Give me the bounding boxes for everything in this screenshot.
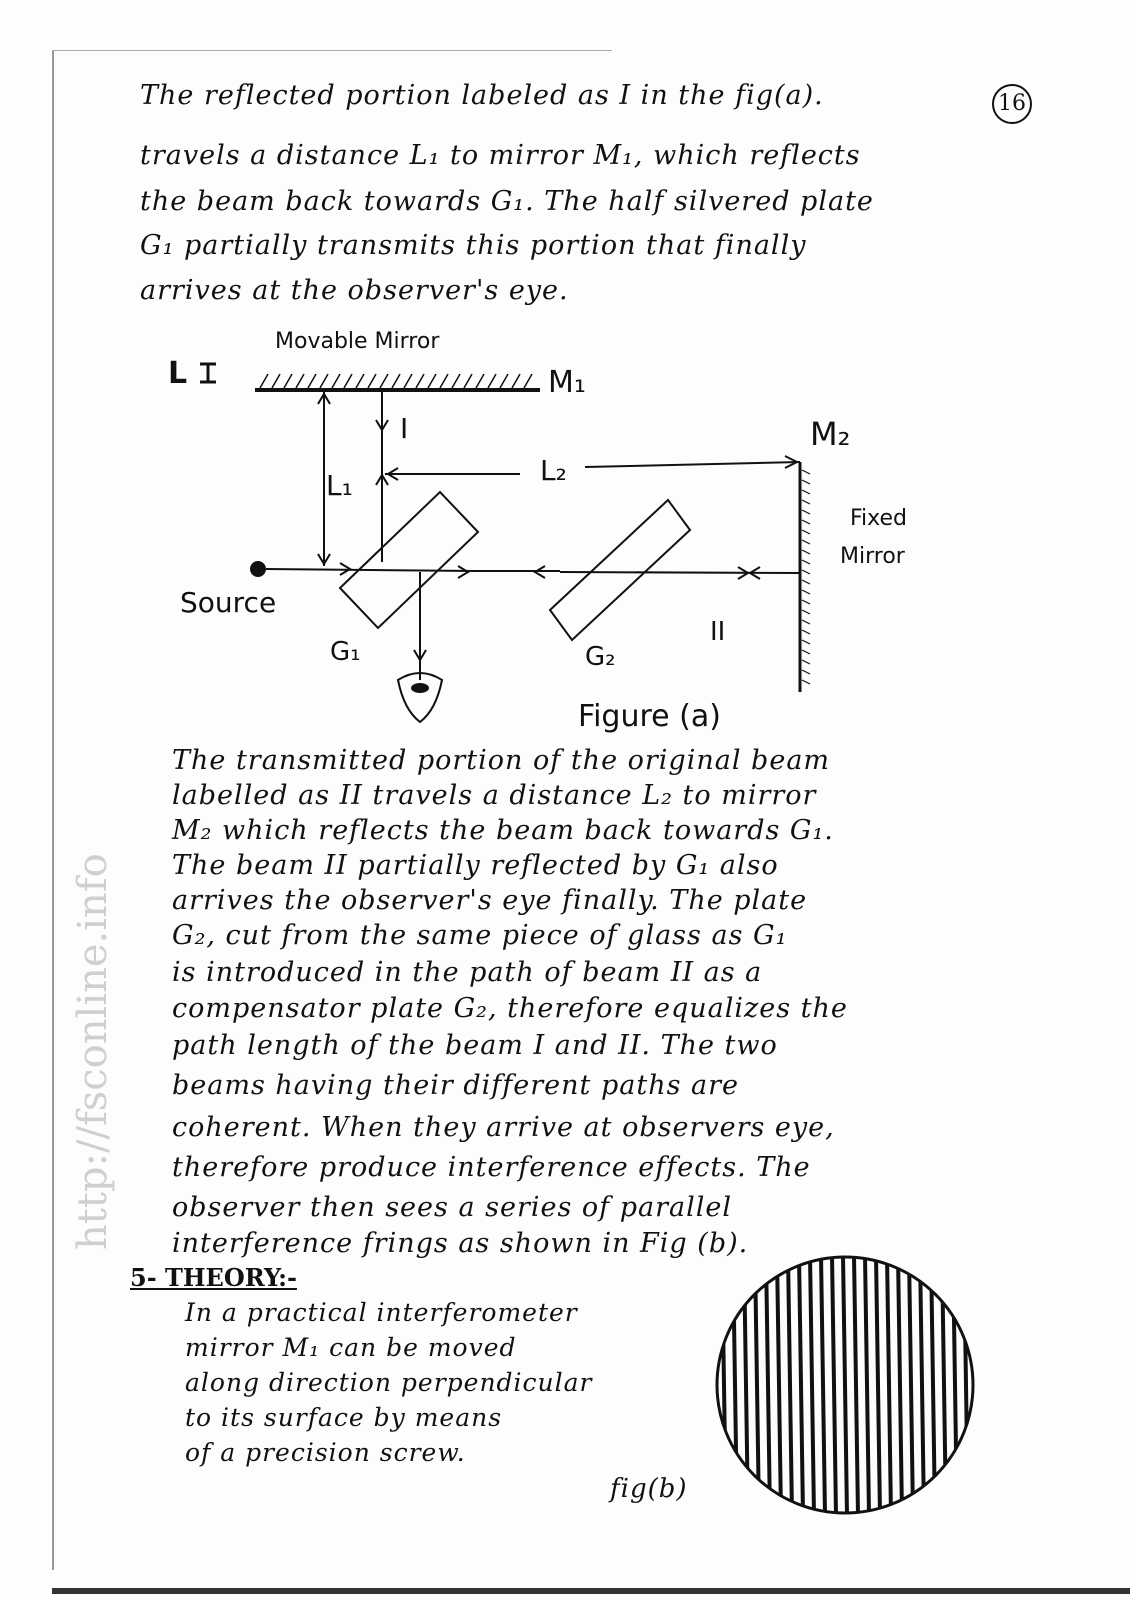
movable-mirror-label: Movable Mirror [275, 329, 440, 354]
fixed-label: Fixed [850, 506, 908, 531]
beam-II-label: II [710, 617, 726, 647]
text-line: beams having their different paths are [172, 1070, 740, 1101]
fringe-line [920, 1255, 924, 1515]
text-line: G₁ partially transmits this portion that finally [140, 230, 807, 261]
G2-plate [550, 500, 690, 640]
fringe-line [799, 1255, 803, 1515]
text-line: labelled as II travels a distance L₂ to mirror [172, 780, 817, 811]
fringe-line [744, 1255, 748, 1515]
fringe-line [854, 1255, 858, 1515]
G1-label: G₁ [330, 637, 361, 667]
text-line: The beam II partially reflected by G₁ also [172, 850, 779, 881]
figure-a-caption: Figure (a) [578, 699, 721, 734]
fringe-line [733, 1255, 737, 1515]
fringe-line [722, 1255, 726, 1515]
theory-heading: 5- THEORY:- [130, 1263, 297, 1292]
text-line: compensator plate G₂, therefore equalizes the [172, 993, 848, 1024]
text-line: M₂ which reflects the beam back towards G₁. [172, 815, 834, 846]
text-line: path length of the beam I and II. The two [172, 1030, 778, 1061]
source-icon [250, 561, 266, 577]
text-line: to its surface by means [185, 1403, 503, 1432]
G1-plate [340, 492, 478, 628]
fig-b-caption: fig(b) [610, 1474, 688, 1504]
text-line: therefore produce interference effects. The [172, 1152, 811, 1183]
watermark: http://fsconline.info [70, 853, 116, 1250]
text-line: The reflected portion labeled as I in the fig(a). [140, 80, 824, 111]
incident-beam [266, 569, 475, 571]
source-label: Source [180, 586, 277, 619]
M2-label: M₂ [810, 415, 851, 453]
text-line: travels a distance L₁ to mirror M₁, which reflects [140, 140, 861, 171]
text-line: the beam back towards G₁. The half silvered plate [140, 186, 874, 217]
fringe-line [876, 1255, 880, 1515]
text-line: The transmitted portion of the original beam [172, 745, 831, 776]
text-line: coherent. When they arrive at observers eye, [172, 1112, 835, 1143]
L1-label: L₁ [326, 469, 353, 502]
text-line: arrives at the observer's eye. [140, 275, 569, 306]
fringe-line [788, 1255, 792, 1515]
text-line: interference frings as shown in Fig (b). [172, 1228, 749, 1259]
fringe-line [777, 1255, 781, 1515]
fringe-line [942, 1255, 946, 1515]
L2-label: L₂ [540, 454, 567, 487]
text-line: of a precision screw. [185, 1438, 466, 1467]
fringe-line [953, 1255, 957, 1515]
fringe-line [964, 1255, 968, 1515]
beam-I-label: I [400, 412, 409, 445]
text-line: is introduced in the path of beam II as a [172, 957, 763, 988]
mirror-label: Mirror [840, 544, 905, 569]
text-line: In a practical interferometer [185, 1298, 578, 1327]
fringe-line [821, 1255, 825, 1515]
fringe-line [898, 1255, 902, 1515]
text-line: arrives the observer's eye finally. The plate [172, 885, 808, 916]
fringe-line [832, 1255, 836, 1515]
page-number: 16 [992, 84, 1032, 124]
text-line: along direction perpendicular [185, 1368, 593, 1397]
fringe-line [909, 1255, 913, 1515]
interference-fringes [722, 1255, 968, 1515]
M1-label: M₁ [548, 365, 586, 400]
L-label: L [168, 356, 188, 391]
text-line: mirror M₁ can be moved [185, 1333, 517, 1362]
fringe-line [887, 1255, 891, 1515]
fringe-line [810, 1255, 814, 1515]
fringe-line [843, 1255, 847, 1515]
fringe-line [766, 1255, 770, 1515]
text-line: G₂, cut from the same piece of glass as G₁ [172, 920, 788, 951]
fringe-line [865, 1255, 869, 1515]
eye-icon [398, 673, 442, 722]
text-line: observer then sees a series of parallel [172, 1192, 733, 1223]
G2-label: G₂ [585, 642, 616, 672]
